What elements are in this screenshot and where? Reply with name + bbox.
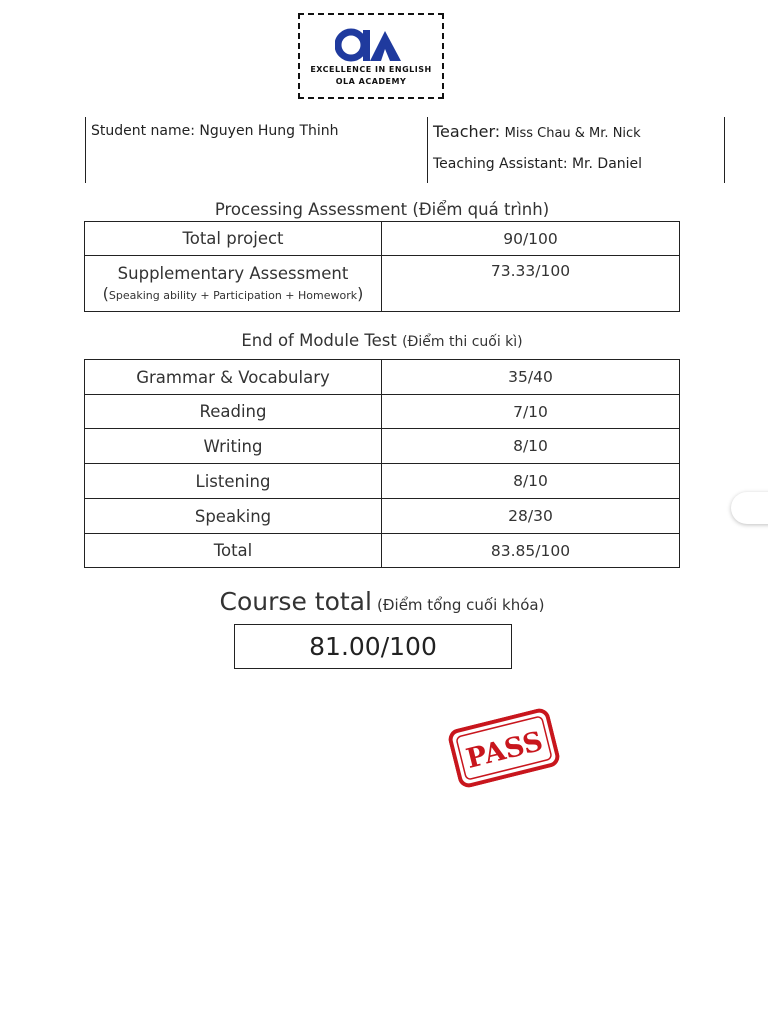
logo-tagline: EXCELLENCE IN ENGLISH xyxy=(310,65,432,74)
table-row xyxy=(85,534,680,568)
table-row xyxy=(85,256,680,312)
course-total-title: Course total (Điểm tổng cuối khóa) xyxy=(219,587,545,616)
table-row xyxy=(85,360,680,395)
table-row xyxy=(85,464,680,499)
row-value: 8/10 xyxy=(382,464,680,499)
table-row xyxy=(85,429,680,464)
row-label: Total project xyxy=(85,222,382,256)
pass-stamp-icon xyxy=(446,706,561,789)
ola-logo-mark-icon xyxy=(335,27,407,63)
end-of-module-table xyxy=(84,359,680,568)
teaching-assistant: Teaching Assistant: Mr. Daniel xyxy=(433,156,643,172)
row-label: Speaking xyxy=(85,499,382,534)
row-label xyxy=(85,256,382,312)
row-value: 90/100 xyxy=(382,222,680,256)
row-value: 73.33/100 xyxy=(382,256,680,312)
row-value: 8/10 xyxy=(382,429,680,464)
table-row xyxy=(85,395,680,429)
ola-logo xyxy=(298,13,444,99)
row-value: 28/30 xyxy=(382,499,680,534)
stamp-text: PASS xyxy=(463,725,547,775)
teacher-names: Miss Chau & Mr. Nick xyxy=(504,126,641,141)
processing-assessment-title: Processing Assessment (Điểm quá trình) xyxy=(214,200,550,219)
processing-assessment-table xyxy=(84,221,680,312)
row-value: 35/40 xyxy=(382,360,680,395)
supplementary-label: Supplementary Assessment xyxy=(117,264,349,283)
row-value: 83.85/100 xyxy=(382,534,680,568)
student-info xyxy=(85,117,725,183)
end-of-module-title: End of Module Test (Điểm thi cuối kì) xyxy=(241,331,523,350)
student-name: Student name: Nguyen Hung Thinh xyxy=(91,123,339,139)
teacher-line xyxy=(433,122,641,141)
row-label: Grammar & Vocabulary xyxy=(85,360,382,395)
table-row xyxy=(85,499,680,534)
logo-academy-name: OLA ACADEMY xyxy=(335,77,407,86)
scroll-handle[interactable] xyxy=(731,492,768,524)
row-value: 7/10 xyxy=(382,395,680,429)
row-label: Writing xyxy=(85,429,382,464)
row-label: Total xyxy=(85,534,382,568)
course-total-value: 81.00/100 xyxy=(234,624,512,669)
row-label: Listening xyxy=(85,464,382,499)
supplementary-sublabel: (Speaking ability + Participation + Homework) xyxy=(102,284,364,303)
row-label: Reading xyxy=(85,395,382,429)
teacher-label: Teacher: xyxy=(433,122,501,141)
table-row xyxy=(85,222,680,256)
